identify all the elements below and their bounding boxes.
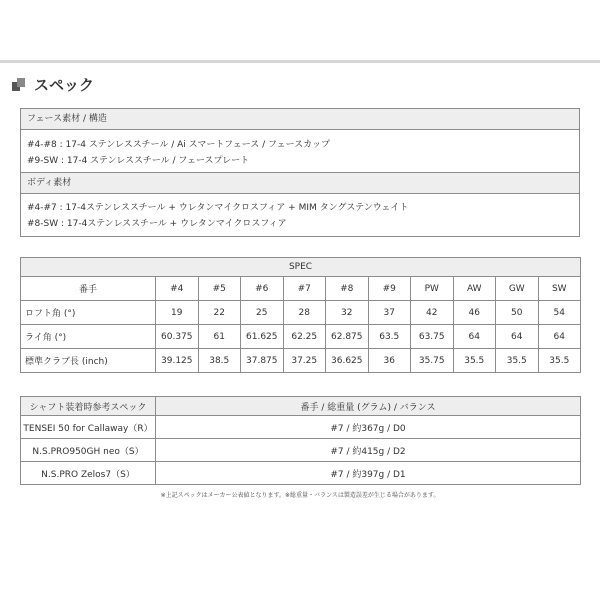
table-cell: PW: [411, 277, 454, 301]
number-label: 番手: [21, 277, 156, 301]
table-cell: SW: [538, 277, 581, 301]
table-cell: 63.5: [368, 325, 411, 349]
table-cell: AW: [453, 277, 496, 301]
table-cell: 37: [368, 301, 411, 325]
shaft-name: N.S.PRO Zelos7（S）: [21, 462, 156, 485]
face-material-header: フェース素材 / 構造: [21, 109, 579, 130]
face-material-line: #4-#8 : 17-4 ステンレススチール / Ai スマートフェース / フェースカップ: [27, 140, 331, 150]
table-cell: #7: [283, 277, 326, 301]
table-cell: 42: [411, 301, 454, 325]
table-cell: 37.25: [283, 349, 326, 373]
row-label: 標準クラブ長 (inch): [21, 349, 156, 373]
table-cell: 64: [538, 325, 581, 349]
table-cell: 50: [496, 301, 539, 325]
table-cell: GW: [496, 277, 539, 301]
table-cell: #8: [326, 277, 369, 301]
row-label: ロフト角 (°): [21, 301, 156, 325]
shaft-spec: #7 / 約415g / D2: [156, 439, 581, 462]
table-row: [21, 301, 581, 325]
body-material-header: ボディ素材: [21, 173, 579, 194]
section-heading: [12, 74, 94, 95]
shaft-spec-header: 番手 / 総重量 (グラム) / バランス: [156, 397, 581, 416]
shaft-spec-table: [20, 396, 581, 485]
shaft-spec: #7 / 約367g / D0: [156, 416, 581, 439]
table-cell: 46: [453, 301, 496, 325]
shaft-name: TENSEI 50 for Callaway（R）: [21, 416, 156, 439]
square-bullet-icon: [12, 78, 26, 92]
table-cell: 28: [283, 301, 326, 325]
table-row: [21, 277, 581, 301]
body-material-box: [20, 172, 580, 237]
table-row: [21, 416, 581, 439]
table-cell: 38.5: [198, 349, 241, 373]
table-cell: 36.625: [326, 349, 369, 373]
shaft-header: シャフト装着時参考スペック: [21, 397, 156, 416]
table-cell: 19: [156, 301, 199, 325]
table-cell: 62.875: [326, 325, 369, 349]
body-material-line: #4-#7 : 17-4ステンレススチール + ウレタンマイクロスフィア + MIM タングステンウェイト: [27, 203, 409, 213]
table-cell: #5: [198, 277, 241, 301]
table-cell: 64: [496, 325, 539, 349]
table-cell: 61: [198, 325, 241, 349]
table-cell: 61.625: [241, 325, 284, 349]
table-cell: #6: [241, 277, 284, 301]
table-cell: 25: [241, 301, 284, 325]
table-cell: 35.5: [453, 349, 496, 373]
table-cell: 54: [538, 301, 581, 325]
table-cell: 60.375: [156, 325, 199, 349]
table-row: [21, 439, 581, 462]
table-cell: #4: [156, 277, 199, 301]
table-cell: 39.125: [156, 349, 199, 373]
face-material-line: #9-SW : 17-4 ステンレススチール / フェースプレート: [27, 156, 250, 166]
table-cell: 62.25: [283, 325, 326, 349]
table-cell: 63.75: [411, 325, 454, 349]
table-cell: 64: [453, 325, 496, 349]
table-cell: 35.5: [538, 349, 581, 373]
table-cell: 32: [326, 301, 369, 325]
spec-title: SPEC: [21, 258, 581, 277]
body-material-line: #8-SW : 17-4ステンレススチール + ウレタンマイクロスフィア: [27, 219, 287, 229]
face-material-box: [20, 108, 580, 173]
shaft-name: N.S.PRO950GH neo（S）: [21, 439, 156, 462]
table-cell: 22: [198, 301, 241, 325]
section-title: スペック: [34, 76, 95, 94]
row-label: ライ角 (°): [21, 325, 156, 349]
table-row: [21, 349, 581, 373]
table-cell: 35.5: [496, 349, 539, 373]
footnote: ※上記スペックはメーカー公表値となります。※総重量・バランスは製造誤差が生じる場合があります。: [160, 492, 440, 499]
table-cell: 35.75: [411, 349, 454, 373]
table-cell: 37.875: [241, 349, 284, 373]
table-row: [21, 325, 581, 349]
spec-table: [20, 257, 581, 373]
table-cell: #9: [368, 277, 411, 301]
shaft-spec: #7 / 約397g / D1: [156, 462, 581, 485]
table-row: [21, 462, 581, 485]
top-divider: [0, 60, 600, 63]
table-cell: 36: [368, 349, 411, 373]
